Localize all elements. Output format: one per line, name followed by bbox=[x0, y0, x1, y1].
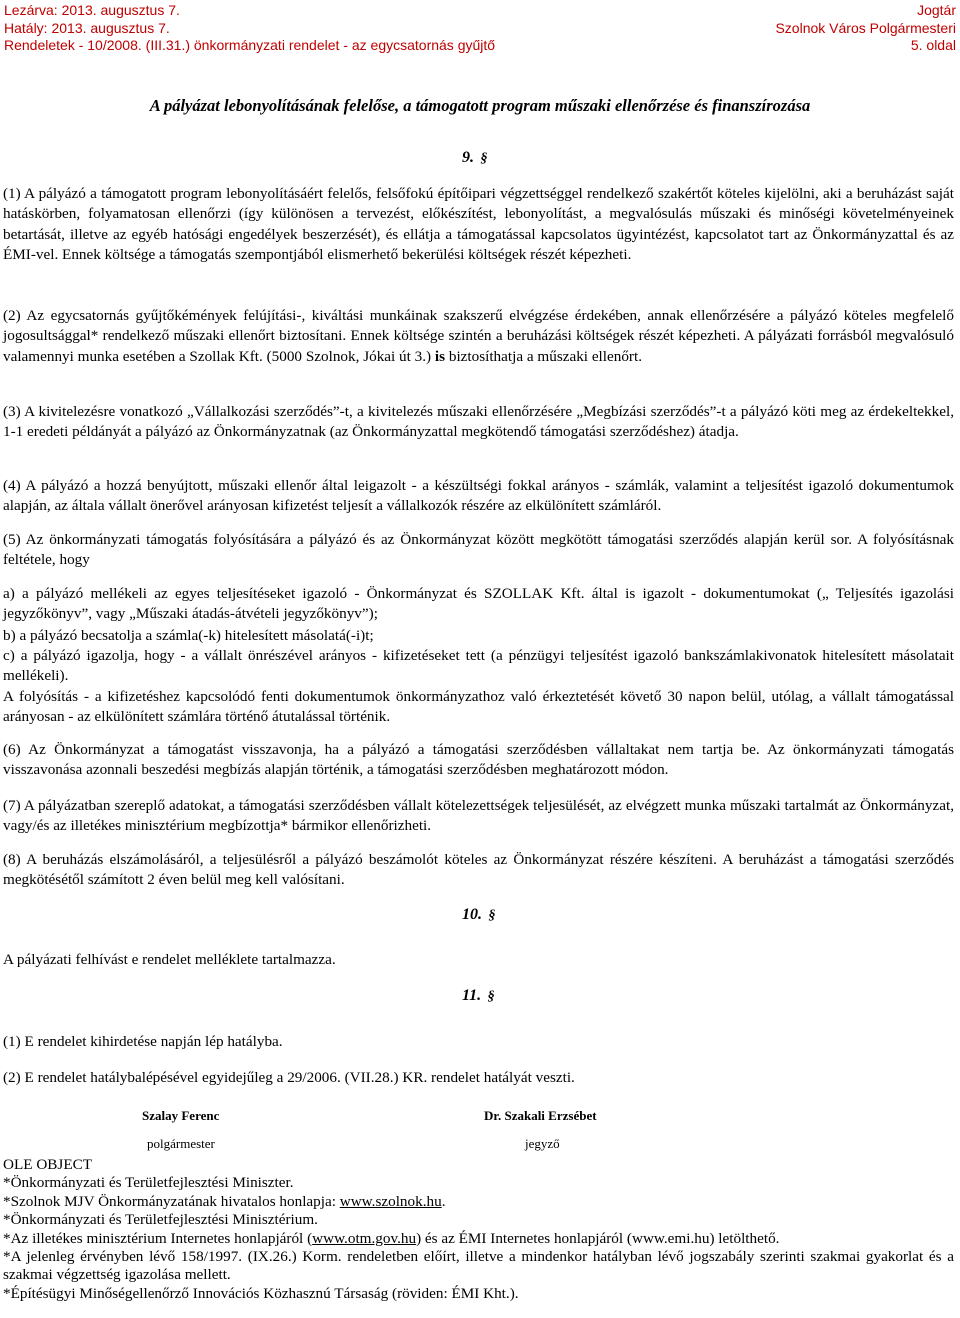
section-9-label: 9. bbox=[462, 149, 474, 166]
section-number-9 bbox=[462, 148, 490, 169]
szolnok-website-link[interactable]: www.szolnok.hu bbox=[339, 1192, 442, 1210]
footnote-regulation: *A jelenleg érvényben lévő 158/1997. (IX.26.) Korm. rendeletben előírt, illetve a mindenkor hatályban lévő jogszabály szerinti szakmai gyakorlat és a szakmai végzettség igazolása mellett. bbox=[3, 1248, 954, 1284]
paragraph-sign-icon: § bbox=[487, 989, 495, 1004]
paragraph-9-8: (8) A beruházás elszámolásáról, a teljesülésről a pályázó beszámolót köteles az Önkormányzat részére készíteni. A beruházást a támogatási szerződés megkötésétől számított 2 éven belül meg kell valósítani. bbox=[3, 851, 954, 889]
section-number-10 bbox=[462, 905, 498, 926]
paragraph-10: A pályázati felhívást e rendelet melléklete tartalmazza. bbox=[3, 951, 336, 968]
section-11-label: 11. bbox=[462, 987, 482, 1004]
paragraph-9-5: (5) Az önkormányzati támogatás folyósítására a pályázó és az Önkormányzat között megkötött támogatási szerződés alapján kerül sor. A folyósításnak feltétele, hogy bbox=[3, 531, 954, 569]
footnotes bbox=[3, 1156, 954, 1303]
paragraph-sign-icon: § bbox=[480, 151, 488, 166]
header-page-number: 5. oldal bbox=[910, 37, 956, 53]
paragraph-9-5-d: A folyósítás - a kifizetéshez kapcsolódó fenti dokumentumok önkormányzathoz való érkeztetését követő 30 napon belül, utólag, a vállalt támogatással arányosan - az elkülönített számlára történő átutalással történik. bbox=[3, 688, 954, 726]
header-right bbox=[775, 2, 956, 55]
paragraph-11-2: (2) E rendelet hatálybalépésével egyidejűleg a 29/2006. (VII.28.) KR. rendelet hatályát veszti. bbox=[3, 1069, 575, 1086]
footnote-website bbox=[3, 1193, 954, 1211]
paragraph-9-2-text-end: biztosíthatja a műszaki ellenőrt. bbox=[445, 347, 643, 365]
paragraph-9-5-c: c) a pályázó igazolja, hogy - a vállalt önrészével arányos - kifizetéseket tett (a pénzügyi teljesítést igazoló bankszámlakivonatok hitelesített másolatait mellékeli). bbox=[3, 647, 954, 685]
paragraph-9-4: (4) A pályázó a hozzá benyújtott, műszaki ellenőr által leigazolt - a készültségi fokkal arányos - számlák, valamint a teljesítést igazoló dokumentumok alapján, az általa vállalt önerővel arányosan kifizetést teljesít a vállalkozók részére az elkülönített számláról. bbox=[3, 477, 954, 515]
footnote-website-text: *Szolnok MJV Önkormányzatának hivatalos honlapja: bbox=[3, 1192, 340, 1210]
header-source: Jogtár bbox=[917, 2, 956, 18]
header-effective-date: Hatály: 2013. augusztus 7. bbox=[4, 19, 170, 36]
footnote-emi: *Építésügyi Minőségellenőrző Innovációs Közhasznú Társaság (röviden: ÉMI Kht.). bbox=[3, 1284, 519, 1302]
paragraph-9-2-text: (2) Az egycsatornás gyűjtőkémények felújítási-, kiváltási munkáinak szakszerű elvégzése érdekében, annak ellenőrzésére a pályázó köteles megfelelő jogosultsággal* rendelkező műszaki ellenőrt biztosítani. Ennek költsége szintén a beruházási költségek részét képezheti. A pályázati forrásból megvalósuló valamennyi munka esetében a Szollak Kft. (5000 Szolnok, Jókai út 3.) bbox=[3, 307, 954, 365]
paragraph-9-2 bbox=[3, 306, 954, 367]
paragraph-9-6: (6) Az Önkormányzat a támogatást visszavonja, ha a pályázó a támogatási szerződésben vállaltakat nem tartja be. Az önkormányzati támogatás visszavonása azonnali beszedési megbízás alapján történik, a támogatási szerződésben meghatározott módon. bbox=[3, 741, 954, 779]
section-heading: A pályázat lebonyolításának felelőse, a támogatott program műszaki ellenőrzése és finanszírozása bbox=[149, 96, 811, 115]
paragraph-9-7: (7) A pályázatban szereplő adatokat, a támogatási szerződésben vállalt kötelezettségek teljesülését, az elvégzett munka műszaki tartalmát az Önkormányzat, vagy/és az illetékes minisztérium megbízottja* bármikor ellenőrizheti. bbox=[3, 797, 954, 835]
paragraph-9-1: (1) A pályázó a támogatott program lebonyolításáért felelős, felsőfokú építőipari végzettséggel rendelkező szakértőt köteles kijelölni, aki a beruházást saját hatáskörben, folyamatosan ellenőrzi (így különösen a tervezést, előkészítést, lebonyolítást, a megvalósulás műszaki és minőségi követelményeinek betartását, illetve az egyéb hatósági engedélyek beszerzését), és ellátja a támogatással kapcsolatos ügyintézést, kapcsolatot tart az Önkormányzattal és az ÉMI-vel. Ennek költsége a támogatás szempontjából elismerhető bekerülési költségek részét képezheti. bbox=[3, 185, 954, 264]
ole-object-placeholder: OLE OBJECT bbox=[3, 1156, 93, 1173]
paragraph-9-3: (3) A kivitelezésre vonatkozó „Vállalkozási szerződés”-t, a kivitelezés műszaki ellenőrzésére „Megbízási szerződés”-t a pályázó köti meg az érdekeltekkel, 1-1 eredeti példányát a pályázó az Önkormányzatnak (az Önkormányzattal megkötendő támogatási szerződéshez) átadja. bbox=[3, 403, 954, 441]
footnote-website-end: . bbox=[441, 1192, 446, 1210]
otm-website-link[interactable]: www.otm.gov.hu bbox=[312, 1229, 417, 1247]
paragraph-9-5-a: a) a pályázó mellékeli az egyes teljesítéseket igazoló - Önkormányzat és SZOLLAK Kft. által is igazolt - dokumentumokat („ Teljesítés igazolási jegyzőkönyv”, vagy „Műszaki átadás-átvételi jegyzőkönyv”); bbox=[3, 585, 954, 623]
signature-notary-name: Dr. Szakali Erzsébet bbox=[484, 1108, 597, 1123]
signature-mayor-name: Szalay Ferenc bbox=[142, 1108, 220, 1123]
footnote-minister: *Önkormányzati és Területfejlesztési Miniszter. bbox=[3, 1174, 294, 1192]
paragraph-9-5-b: b) a pályázó becsatolja a számla(-k) hitelesített másolatá(-i)t; bbox=[3, 627, 374, 644]
footnote-download-text: *Az illetékes minisztérium Internetes honlapjáról ( bbox=[3, 1229, 313, 1247]
section-10-label: 10. bbox=[462, 906, 482, 923]
paragraph-11-1: (1) E rendelet kihirdetése napján lép hatályba. bbox=[3, 1033, 283, 1050]
footnote-ministry: *Önkormányzati és Területfejlesztési Minisztérium. bbox=[3, 1211, 318, 1229]
paragraph-9-2-emphasis: is bbox=[434, 347, 446, 365]
paragraph-sign-icon: § bbox=[488, 908, 496, 923]
header-left bbox=[4, 2, 495, 55]
header-issuer: Szolnok Város Polgármesteri bbox=[775, 19, 956, 36]
footnote-download bbox=[3, 1230, 954, 1248]
signature-notary-title: jegyző bbox=[525, 1136, 560, 1151]
signature-mayor-title: polgármester bbox=[147, 1136, 215, 1151]
header-regulation-title: Rendeletek - 10/2008. (III.31.) önkormányzati rendelet - az egycsatornás gyűjtő bbox=[4, 37, 496, 53]
header-closed-date: Lezárva: 2013. augusztus 7. bbox=[4, 2, 180, 18]
page-header bbox=[0, 0, 960, 54]
footnote-download-end: ) és az ÉMI Internetes honlapjáról (www.emi.hu) letölthető. bbox=[416, 1229, 780, 1247]
section-number-11 bbox=[462, 986, 497, 1007]
